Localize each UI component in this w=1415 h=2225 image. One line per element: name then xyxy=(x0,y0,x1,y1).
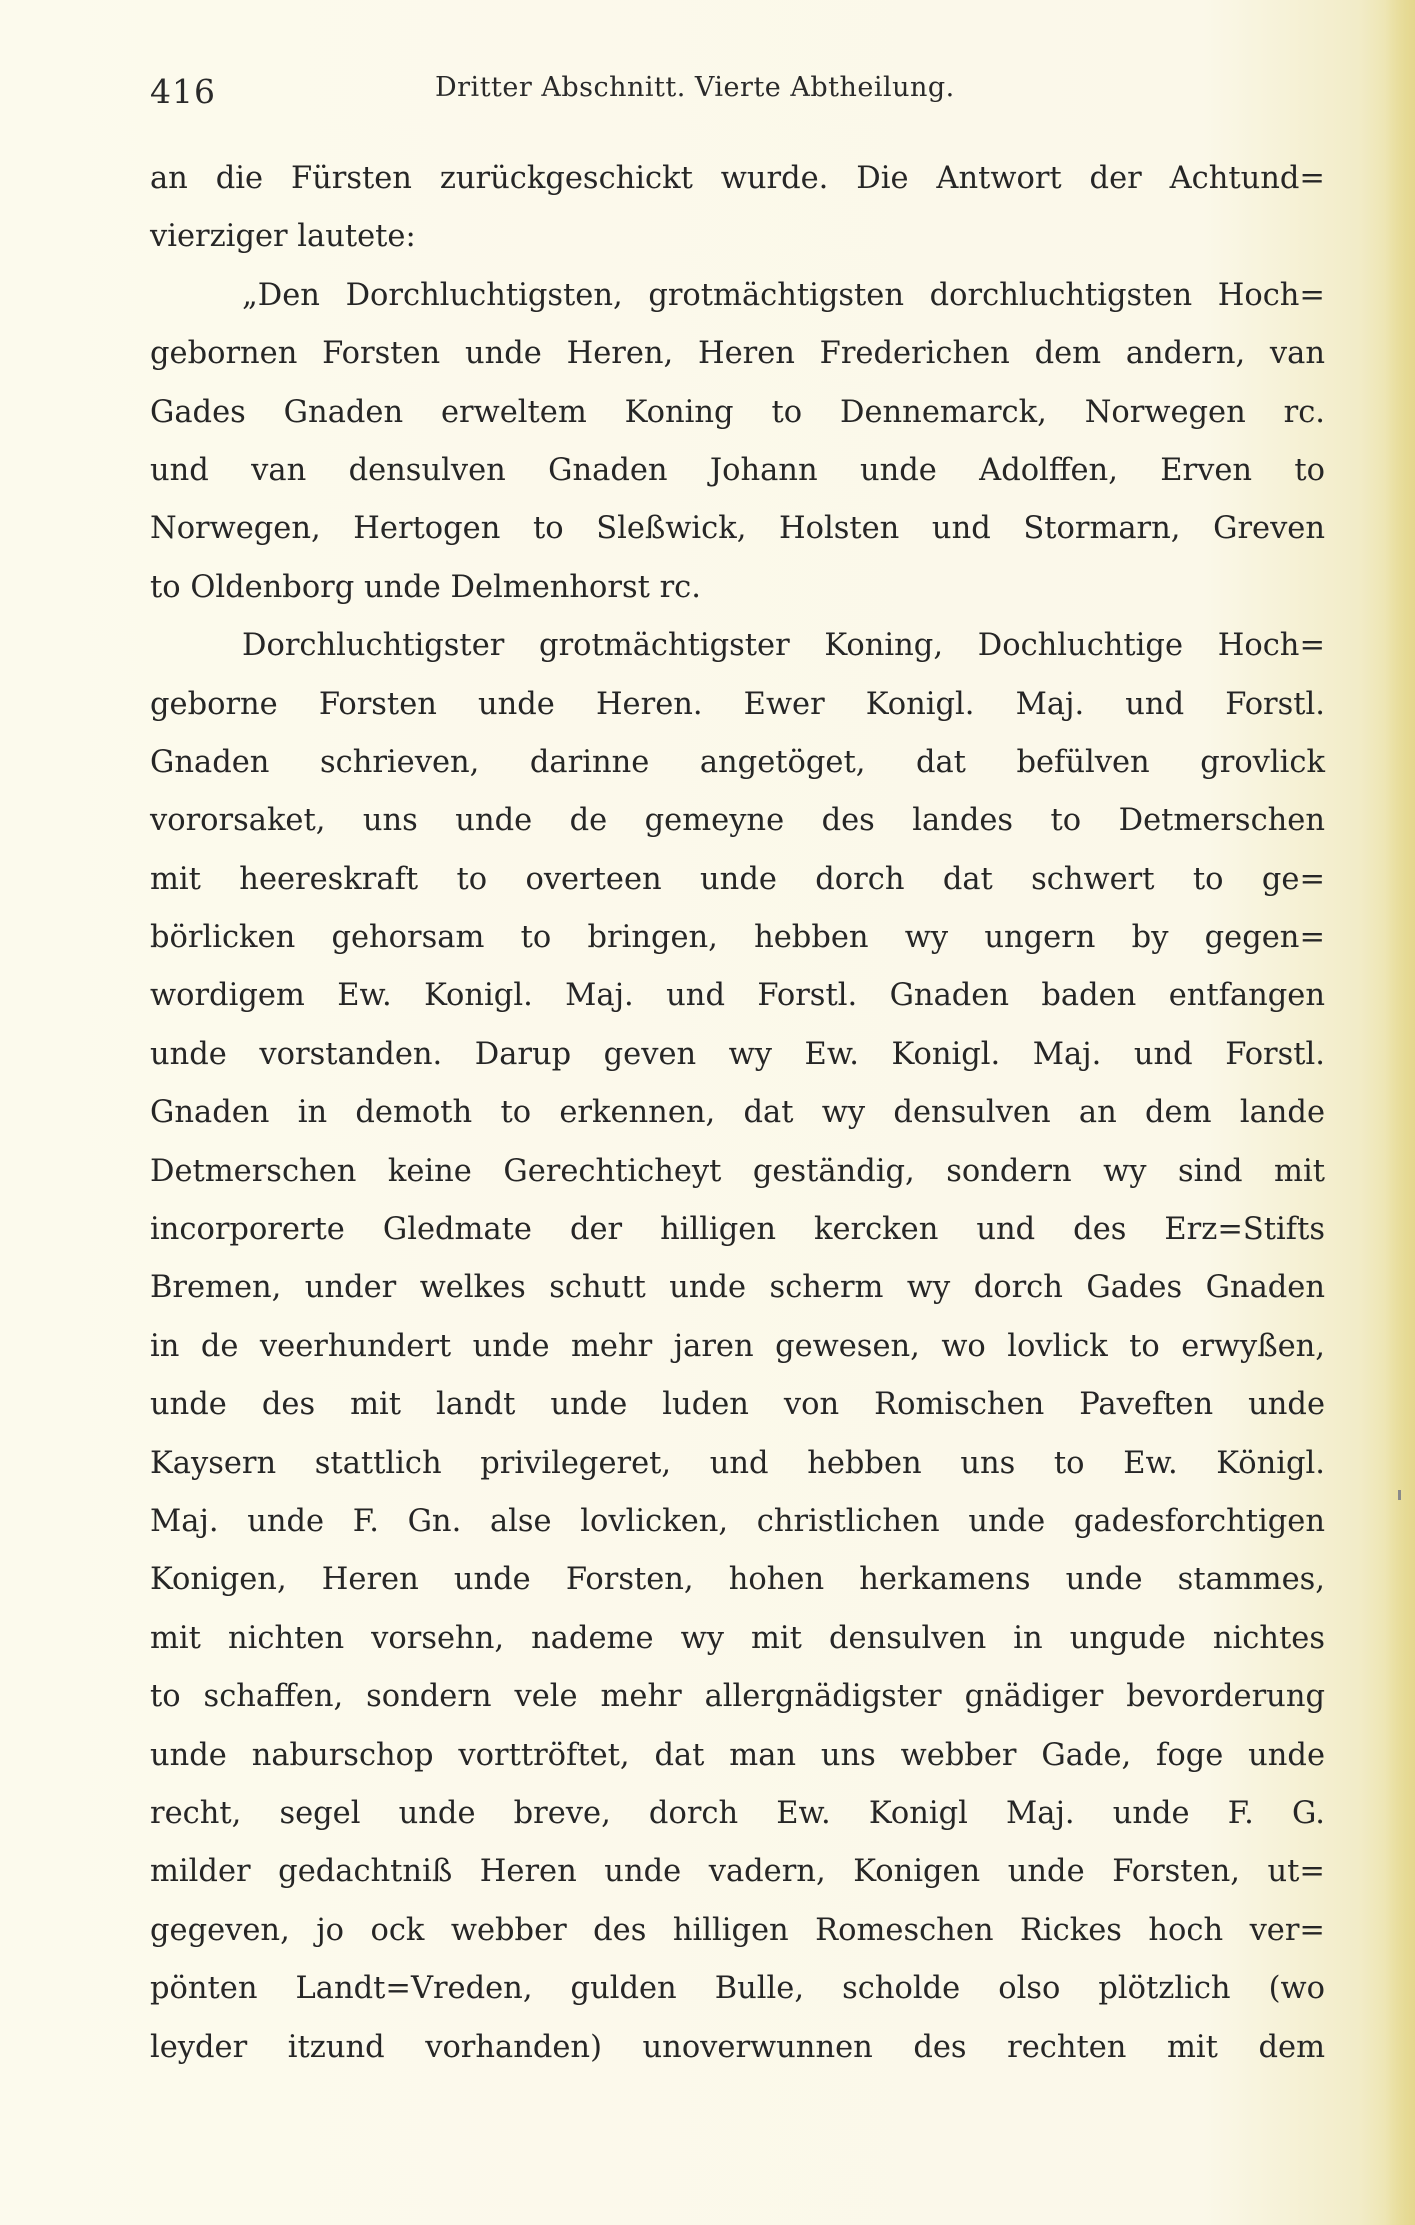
text-line: wordigem Ew. Konigl. Maj. und Forstl. Gnaden baden entfangen xyxy=(150,978,1325,1014)
text-line: Maj. unde F. Gn. alse lovlicken, christlichen unde gadesforchtigen xyxy=(150,1503,1325,1539)
text-line: „Den Dorchluchtigsten, grotmächtigsten dorchluchtigsten Hoch= xyxy=(242,277,1325,313)
text-line: gebornen Forsten unde Heren, Heren Frederichen dem andern, van xyxy=(150,336,1325,372)
text-line: leyder itzund vorhanden) unoverwunnen des rechten mit dem xyxy=(150,2029,1325,2065)
text-line: Gnaden in demoth to erkennen, dat wy densulven an dem lande xyxy=(150,1095,1325,1131)
text-line: Detmerschen keine Gerechticheyt geständig, sondern wy sind mit xyxy=(150,1153,1325,1189)
text-line: unde vorstanden. Darup geven wy Ew. Konigl. Maj. und Forstl. xyxy=(150,1036,1325,1072)
text-line: Norwegen, Hertogen to Sleßwick, Holsten und Stormarn, Greven xyxy=(150,511,1325,547)
text-line: unde des mit landt unde luden von Romischen Paveften unde xyxy=(150,1387,1325,1423)
text-line: unde naburschop vorttröftet, dat man uns webber Gade, foge unde xyxy=(150,1737,1325,1773)
margin-mark xyxy=(1398,1490,1401,1500)
text-line: pönten Landt=Vreden, gulden Bulle, scholde olso plötzlich (wo xyxy=(150,1971,1325,2007)
text-line: milder gedachtniß Heren unde vadern, Konigen unde Forsten, ut= xyxy=(150,1854,1325,1890)
text-line: vororsaket, uns unde de gemeyne des landes to Detmerschen xyxy=(150,803,1325,839)
text-line: Gades Gnaden erweltem Koning to Dennemarck, Norwegen rc. xyxy=(150,394,1325,430)
text-line: an die Fürsten zurückgeschickt wurde. Die Antwort der Achtund= xyxy=(150,161,1325,196)
text-line: Konigen, Heren unde Forsten, hohen herkamens unde stammes, xyxy=(150,1562,1325,1598)
text-line: gegeven, jo ock webber des hilligen Romeschen Rickes hoch ver= xyxy=(150,1912,1325,1948)
text-line: mit nichten vorsehn, nademe wy mit densulven in ungude nichtes xyxy=(150,1620,1325,1656)
text-line: Kaysern stattlich privilegeret, und hebben uns to Ew. Königl. xyxy=(150,1445,1325,1481)
text-line: mit heereskraft to overteen unde dorch dat schwert to ge= xyxy=(150,861,1325,897)
running-head: Dritter Abschnitt. Vierte Abtheilung. xyxy=(435,72,955,103)
text-line: in de veerhundert unde mehr jaren gewesen, wo lovlick to erwyßen, xyxy=(150,1328,1325,1364)
text-line: Dorchluchtigster grotmächtigster Koning, Dochluchtige Hoch= xyxy=(242,628,1325,664)
page-edge-shadow xyxy=(1385,0,1415,2225)
page-number: 416 xyxy=(150,72,216,111)
text-line: recht, segel unde breve, dorch Ew. Konigl Maj. unde F. G. xyxy=(150,1795,1325,1831)
text-line: to schaffen, sondern vele mehr allergnädigster gnädiger bevorderung xyxy=(150,1679,1325,1715)
text-line: incorporerte Gledmate der hilligen kercken und des Erz=Stifts xyxy=(150,1212,1325,1248)
text-line: Gnaden schrieven, darinne angetöget, dat befülven grovlick xyxy=(150,744,1325,780)
text-line: geborne Forsten unde Heren. Ewer Konigl. Maj. und Forstl. xyxy=(150,686,1325,722)
text-line: börlicken gehorsam to bringen, hebben wy ungern by gegen= xyxy=(150,920,1325,956)
text-line: to Oldenborg unde Delmenhorst rc. xyxy=(150,569,701,605)
text-line: und van densulven Gnaden Johann unde Adolffen, Erven to xyxy=(150,452,1325,488)
text-line: vierziger lautete: xyxy=(150,219,416,255)
page-header xyxy=(150,72,1320,122)
body-text xyxy=(150,150,1325,2077)
text-line: Bremen, under welkes schutt unde scherm wy dorch Gades Gnaden xyxy=(150,1270,1325,1306)
